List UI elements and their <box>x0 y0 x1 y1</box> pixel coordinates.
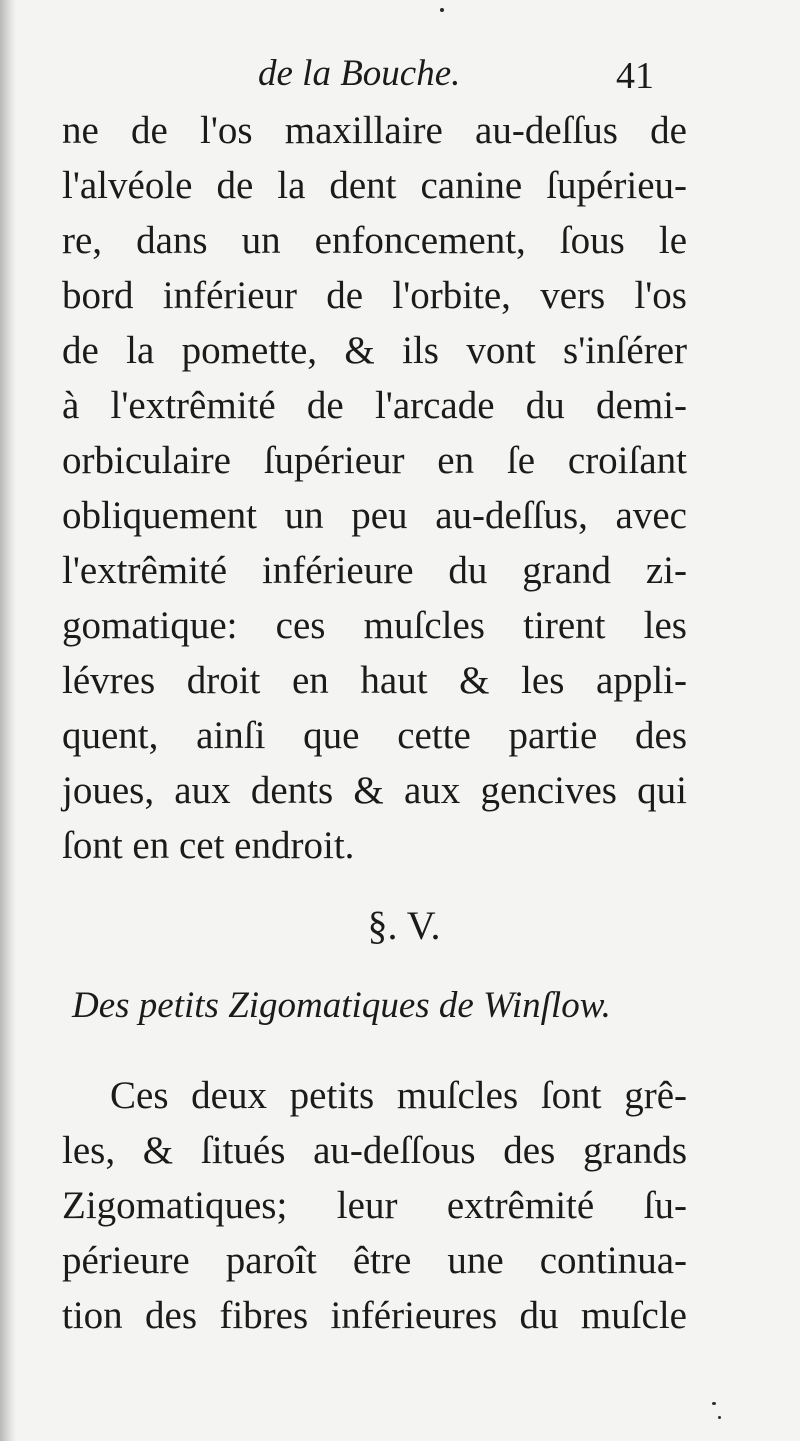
text-line: Ces deux petits muſcles ſont grê- <box>110 1074 687 1117</box>
text-line: de la pomette, & ils vont s'inſérer <box>62 329 687 372</box>
text-line: re, dans un enfoncement, ſous le <box>62 219 687 262</box>
text-line: bord inférieur de l'orbite, vers l'os <box>62 274 687 317</box>
paragraph-continuation <box>62 103 687 873</box>
section-number: §. V. <box>367 903 441 948</box>
text-line: les, & ſitués au-deſſous des grands <box>62 1129 687 1172</box>
ink-speck <box>440 8 444 12</box>
text-line: périeure paroît être une continua- <box>62 1239 687 1282</box>
text-line: ne de l'os maxillaire au-deſſus de <box>62 109 687 152</box>
text-line: orbiculaire ſupérieur en ſe croiſant <box>62 439 687 482</box>
text-line: Zigomatiques; leur extrêmité ſu- <box>62 1184 687 1227</box>
ink-speck <box>718 1416 721 1419</box>
text-line: l'alvéole de la dent canine ſupérieu- <box>62 164 687 207</box>
text-line: ſont en cet endroit. <box>62 824 355 867</box>
text-line: quent, ainſi que cette partie des <box>62 714 687 757</box>
ink-speck <box>712 1402 716 1405</box>
text-line: lévres droit en haut & les appli- <box>62 659 687 702</box>
text-line: à l'extrêmité de l'arcade du demi- <box>62 384 687 427</box>
text-line: joues, aux dents & aux gencives qui <box>62 769 687 812</box>
text-line: gomatique: ces muſcles tirent les <box>62 604 687 647</box>
text-line: tion des fibres inférieures du muſcle <box>62 1294 687 1337</box>
binding-shadow <box>0 0 16 1441</box>
section-title: Des petits Zigomatiques de Winſlow. <box>72 985 611 1026</box>
page-header <box>0 48 800 100</box>
paragraph-body <box>62 1068 687 1343</box>
page-number: 41 <box>616 55 654 97</box>
text-line: obliquement un peu au-deſſus, avec <box>62 494 687 537</box>
text-line: l'extrêmité inférieure du grand zi- <box>62 549 687 592</box>
running-head: de la Bouche. <box>258 53 461 94</box>
